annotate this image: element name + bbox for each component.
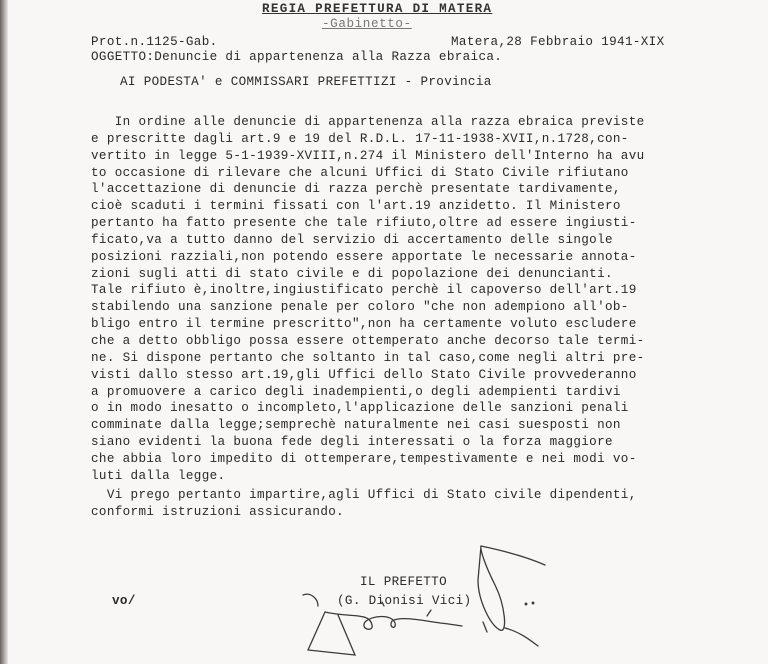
body-line: bligo entro il termine prescritto",non ha certamente voluto escludere (91, 317, 637, 332)
protocol-number: Prot.n.1125-Gab. (91, 35, 218, 49)
body-line: stabilendo una sanzione penale per coloro "che non adempiono all'ob- (91, 300, 629, 315)
body-line: siano evidenti la buona fede degli interessati o la forza maggiore (91, 435, 613, 450)
body-line: visti dallo stesso art.19,gli Uffici dello Stato Civile provvederanno (91, 367, 637, 382)
closing-paragraph (91, 487, 637, 521)
closing-line: conformi istruzioni assicurando. (91, 505, 345, 519)
signatory-name: (G. Dionisi Vici) (337, 594, 472, 608)
body-line: che a detto obbligo possa essere ottemperato anche decorso tale termi- (91, 333, 645, 348)
body-line: luti dalla legge. (91, 468, 226, 483)
subject-line: OGGETTO:Denuncie di appartenenza alla Razza ebraica. (91, 50, 503, 64)
letterhead-department: -Gabinetto- (322, 17, 412, 31)
body-line: zioni sugli atti di stato civile e di popolazione dei denuncianti. (91, 266, 613, 281)
letterhead-office: REGIA PREFETTURA DI MATERA (262, 2, 493, 16)
body-line: pertanto ha fatto presente che tale rifiuto,oltre ad essere ingiusti- (91, 216, 637, 231)
body-line: posizioni razziali,non potendo essere apportate le necessarie annota- (91, 249, 637, 264)
body-line: to occasione di rilevare che alcuni Uffici di Stato Civile rifiutano (91, 165, 629, 180)
body-line: comminate dalla legge;semprechè naturalmente nei casi suesposti non (91, 418, 621, 433)
addressee: AI PODESTA' e COMMISSARI PREFETTIZI - Provincia (120, 75, 492, 89)
signatory-title: IL PREFETTO (360, 575, 447, 589)
scan-edge-shadow (0, 0, 8, 664)
place-date: Matera,28 Febbraio 1941-XIX (451, 35, 665, 49)
closing-line: Vi prego pertanto impartire,agli Uffici di Stato civile dipendenti, (91, 488, 637, 502)
body-line: vertito in legge 5-1-1939-XVIII,n.274 il Ministero dell'Interno ha avu (91, 148, 645, 163)
body-line: che abbia loro impedito di ottemperare,tempestivamente e nei modi vo- (91, 451, 637, 466)
body-line: In ordine alle denuncie di appartenenza alla razza ebraica previste (91, 115, 645, 129)
typist-initials: vo/ (112, 594, 136, 608)
body-line: l'accettazione di denuncie di razza perchè presentate tardivamente, (91, 182, 621, 197)
letter-body (91, 114, 645, 485)
body-line: e prescritte dagli art.9 e 19 del R.D.L. 17-11-1938-XVII,n.1728,con- (91, 131, 629, 146)
body-line: Tale rifiuto è,inoltre,ingiustificato perchè il capoverso dell'art.19 (91, 283, 637, 298)
body-line: o in modo inesatto o incompleto,l'applicazione delle sanzioni penali (91, 401, 629, 416)
body-line: a promuovere a carico degli inadempienti,o degli adempienti tardivi (91, 384, 621, 399)
body-line: ficato,va a tutto danno del servizio di accertamento delle singole (91, 232, 613, 247)
body-line: cioè scaduti i termini fissati con l'art.19 anzidetto. Il Ministero (91, 199, 621, 214)
body-line: ne. Si dispone pertanto che soltanto in tal caso,come negli altri pre- (91, 350, 645, 365)
